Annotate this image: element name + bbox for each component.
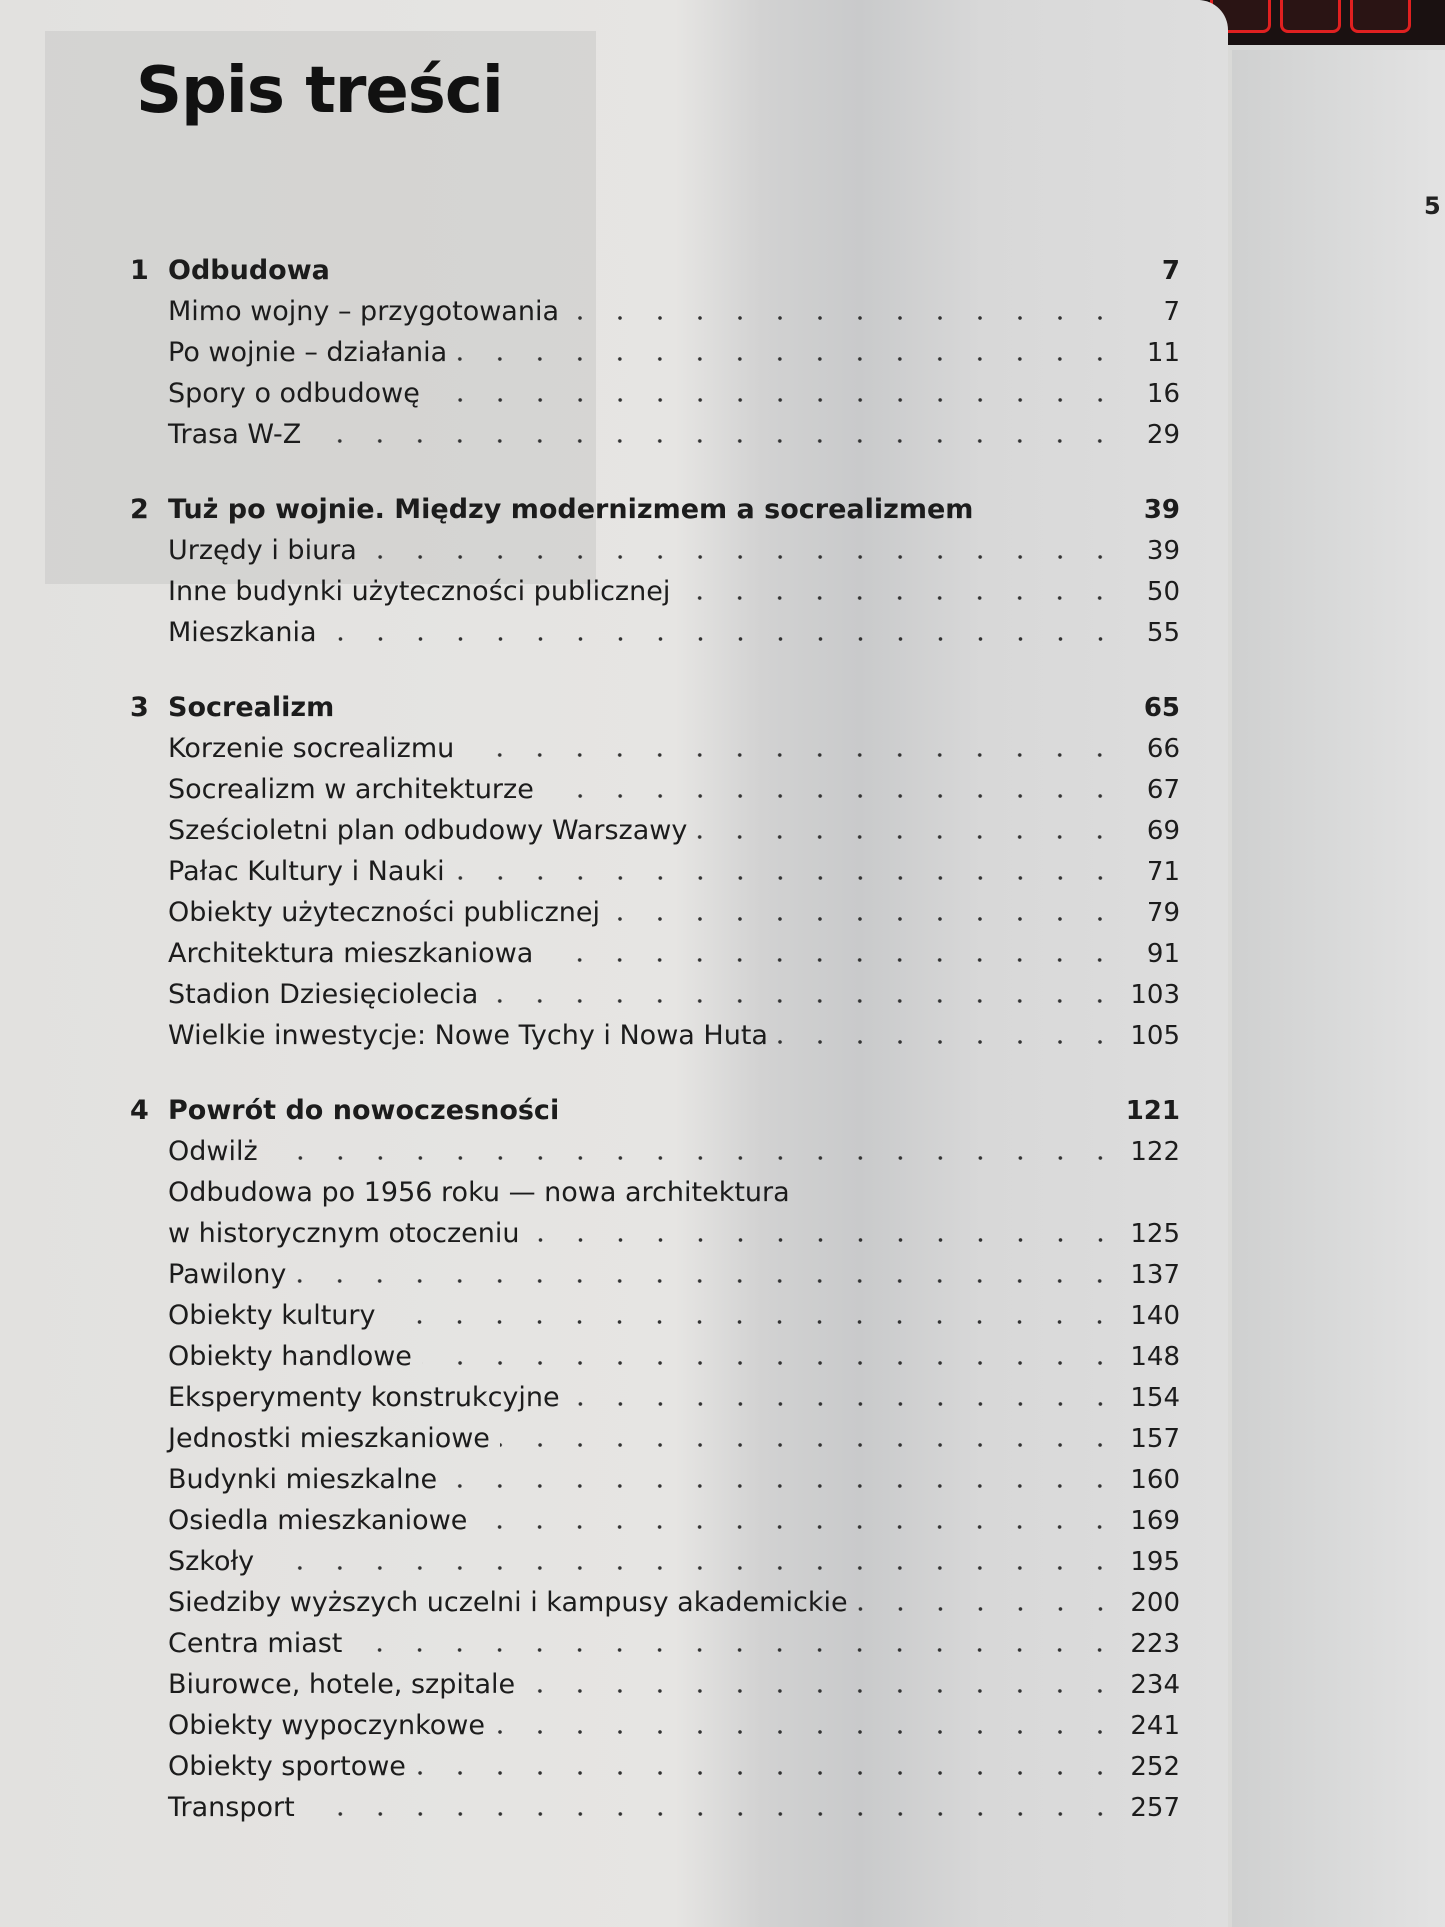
toc-entry-row <box>130 1705 1180 1746</box>
chapter-number: 2 <box>130 494 149 525</box>
dot-leader <box>352 1647 1120 1653</box>
toc-entry-row <box>130 892 1180 933</box>
dot-leader <box>457 356 1120 362</box>
entry-page-number: 50 <box>1146 577 1180 607</box>
entry-title: Odwilż <box>168 1136 258 1167</box>
toc-entry-row <box>130 1623 1180 1664</box>
dot-leader <box>464 752 1120 758</box>
entry-page-number: 103 <box>1130 980 1180 1010</box>
dot-leader <box>311 438 1120 444</box>
entry-page-number: 169 <box>1130 1506 1180 1536</box>
entry-page-number: 137 <box>1130 1260 1180 1290</box>
dot-leader <box>455 875 1120 881</box>
toc-section <box>130 250 1180 455</box>
toc-entry-row <box>130 1377 1180 1418</box>
entry-page-number: 195 <box>1130 1547 1180 1577</box>
toc-chapter-row <box>130 489 1180 530</box>
toc-entry-row <box>130 332 1180 373</box>
entry-title: Biurowce, hotele, szpitale <box>168 1669 516 1700</box>
entry-page-number: 11 <box>1146 338 1180 368</box>
entry-title: Pawilony <box>168 1259 287 1290</box>
entry-page-number: 7 <box>1163 297 1180 327</box>
entry-page-number: 160 <box>1130 1465 1180 1495</box>
entry-title: w historycznym otoczeniu <box>168 1218 520 1249</box>
dot-leader <box>530 1237 1120 1243</box>
toc-chapter-row <box>130 687 1180 728</box>
entry-title: Odbudowa po 1956 roku — nowa architektura <box>168 1177 790 1208</box>
toc-entry-row <box>130 1582 1180 1623</box>
dot-leader <box>385 1319 1120 1325</box>
entry-page-number: 71 <box>1146 857 1180 887</box>
entry-title: Spory o odbudowę <box>168 378 420 409</box>
toc-entry-row <box>130 530 1180 571</box>
entry-title: Obiekty wypoczynkowe <box>168 1710 485 1741</box>
toc-section <box>130 687 1180 1056</box>
toc-entry-row <box>130 612 1180 653</box>
dot-leader <box>858 1606 1120 1612</box>
toc-section <box>130 1090 1180 1828</box>
dot-leader <box>268 1155 1120 1161</box>
toc-entry-row <box>130 1541 1180 1582</box>
chapter-number: 4 <box>130 1095 149 1126</box>
entry-title: Sześcioletni plan odbudowy Warszawy <box>168 815 688 846</box>
entry-page-number: 91 <box>1146 939 1180 969</box>
entry-title: Mieszkania <box>168 617 317 648</box>
toc-entry-row <box>130 373 1180 414</box>
entry-title: Pałac Kultury i Nauki <box>168 856 445 887</box>
entry-title: Obiekty użyteczności publicznej <box>168 897 601 928</box>
dot-leader <box>500 1442 1120 1448</box>
toc-entry-row <box>130 728 1180 769</box>
entry-page-number: 105 <box>1130 1021 1180 1051</box>
toc-entry-row <box>130 571 1180 612</box>
toc-entry-row <box>130 769 1180 810</box>
chapter-title: Odbudowa <box>168 255 330 286</box>
entry-title: Korzenie socrealizmu <box>168 733 455 764</box>
entry-page-number: 29 <box>1146 420 1180 450</box>
dot-leader <box>327 636 1120 642</box>
dot-leader <box>367 554 1120 560</box>
entry-title: Budynki mieszkalne <box>168 1464 438 1495</box>
keyboard-key <box>1350 0 1411 33</box>
entry-page-number: 200 <box>1130 1588 1180 1618</box>
dot-leader <box>543 957 1120 963</box>
toc-entry-row <box>130 1418 1180 1459</box>
page-title: Spis treści <box>136 54 503 128</box>
dot-leader <box>697 834 1120 840</box>
toc-entry-row <box>130 974 1180 1015</box>
toc-entry-row <box>130 1746 1180 1787</box>
entry-title: Obiekty sportowe <box>168 1751 406 1782</box>
toc-entry-row <box>130 1787 1180 1828</box>
toc-entry-row <box>130 1336 1180 1377</box>
entry-title: Obiekty handlowe <box>168 1341 412 1372</box>
chapter-page-number: 7 <box>1161 256 1180 286</box>
entry-title: Centra miast <box>168 1628 343 1659</box>
toc-entry-row <box>130 414 1180 455</box>
entry-page-number: 79 <box>1146 898 1180 928</box>
entry-page-number: 69 <box>1146 816 1180 846</box>
chapter-number: 1 <box>130 255 149 286</box>
chapter-page-number: 65 <box>1143 693 1180 723</box>
facing-page <box>1232 50 1445 1927</box>
keyboard-background <box>1200 0 1445 45</box>
toc-entry-row <box>130 1015 1180 1056</box>
entry-page-number: 157 <box>1130 1424 1180 1454</box>
chapter-title: Powrót do nowoczesności <box>168 1095 560 1126</box>
table-of-contents <box>130 250 1180 1862</box>
dot-leader <box>680 595 1120 601</box>
entry-title: Wielkie inwestycje: Nowe Tychy i Nowa Huta <box>168 1020 768 1051</box>
entry-title: Architektura mieszkaniowa <box>168 938 534 969</box>
entry-page-number: 66 <box>1146 734 1180 764</box>
entry-page-number: 252 <box>1130 1752 1180 1782</box>
chapter-number: 3 <box>130 692 149 723</box>
entry-title: Jednostki mieszkaniowe <box>168 1423 490 1454</box>
entry-title: Mimo wojny – przygotowania <box>168 296 559 327</box>
dot-leader <box>570 1401 1120 1407</box>
toc-entry-row <box>130 291 1180 332</box>
entry-title: Po wojnie – działania <box>168 337 448 368</box>
dot-leader <box>544 793 1120 799</box>
entry-title: Szkoły <box>168 1546 255 1577</box>
chapter-title: Socrealizm <box>168 692 335 723</box>
entry-page-number: 67 <box>1146 775 1180 805</box>
toc-chapter-row <box>130 250 1180 291</box>
toc-chapter-row <box>130 1090 1180 1131</box>
dot-leader <box>569 315 1120 321</box>
toc-section <box>130 489 1180 653</box>
entry-page-number: 154 <box>1130 1383 1180 1413</box>
entry-page-number: 148 <box>1130 1342 1180 1372</box>
entry-page-number: 241 <box>1130 1711 1180 1741</box>
dot-leader <box>430 397 1120 403</box>
entry-title: Trasa W-Z <box>168 419 302 450</box>
entry-page-number: 125 <box>1130 1219 1180 1249</box>
entry-title: Inne budynki użyteczności publicznej <box>168 576 671 607</box>
dot-leader <box>264 1565 1120 1571</box>
entry-title: Obiekty kultury <box>168 1300 376 1331</box>
entry-title: Socrealizm w architekturze <box>168 774 534 805</box>
entry-page-number: 140 <box>1130 1301 1180 1331</box>
entry-title: Urzędy i biura <box>168 535 357 566</box>
dot-leader <box>447 1483 1120 1489</box>
toc-entry-row <box>130 1172 1180 1213</box>
entry-page-number: 257 <box>1130 1793 1180 1823</box>
toc-entry-row <box>130 933 1180 974</box>
toc-entry-row <box>130 1295 1180 1336</box>
toc-entry-row <box>130 851 1180 892</box>
page-number: 5 <box>1424 192 1441 220</box>
entry-title: Siedziby wyższych uczelni i kampusy akademickie <box>168 1587 848 1618</box>
dot-leader <box>416 1770 1120 1776</box>
entry-page-number: 223 <box>1130 1629 1180 1659</box>
toc-entry-row <box>130 1131 1180 1172</box>
entry-title: Osiedla mieszkaniowe <box>168 1505 468 1536</box>
dot-leader <box>525 1688 1120 1694</box>
dot-leader <box>422 1360 1120 1366</box>
toc-entry-row <box>130 1500 1180 1541</box>
dot-leader <box>477 1524 1120 1530</box>
entry-page-number: 39 <box>1146 536 1180 566</box>
entry-page-number: 55 <box>1146 618 1180 648</box>
dot-leader <box>305 1811 1120 1817</box>
chapter-page-number: 121 <box>1125 1096 1180 1126</box>
dot-leader <box>296 1278 1120 1284</box>
entry-title: Stadion Dziesięciolecia <box>168 979 479 1010</box>
chapter-title: Tuż po wojnie. Między modernizmem a socrealizmem <box>168 494 974 525</box>
toc-entry-row <box>130 1213 1180 1254</box>
toc-entry-row <box>130 1254 1180 1295</box>
keyboard-key <box>1280 0 1341 33</box>
toc-entry-row <box>130 1459 1180 1500</box>
entry-page-number: 16 <box>1146 379 1180 409</box>
toc-entry-row <box>130 1664 1180 1705</box>
entry-title: Transport <box>168 1792 295 1823</box>
dot-leader <box>610 916 1120 922</box>
dot-leader <box>778 1039 1120 1045</box>
entry-page-number: 122 <box>1130 1137 1180 1167</box>
dot-leader <box>495 1729 1120 1735</box>
chapter-page-number: 39 <box>1143 495 1180 525</box>
dot-leader <box>488 998 1120 1004</box>
entry-page-number: 234 <box>1130 1670 1180 1700</box>
toc-entry-row <box>130 810 1180 851</box>
entry-title: Eksperymenty konstrukcyjne <box>168 1382 560 1413</box>
